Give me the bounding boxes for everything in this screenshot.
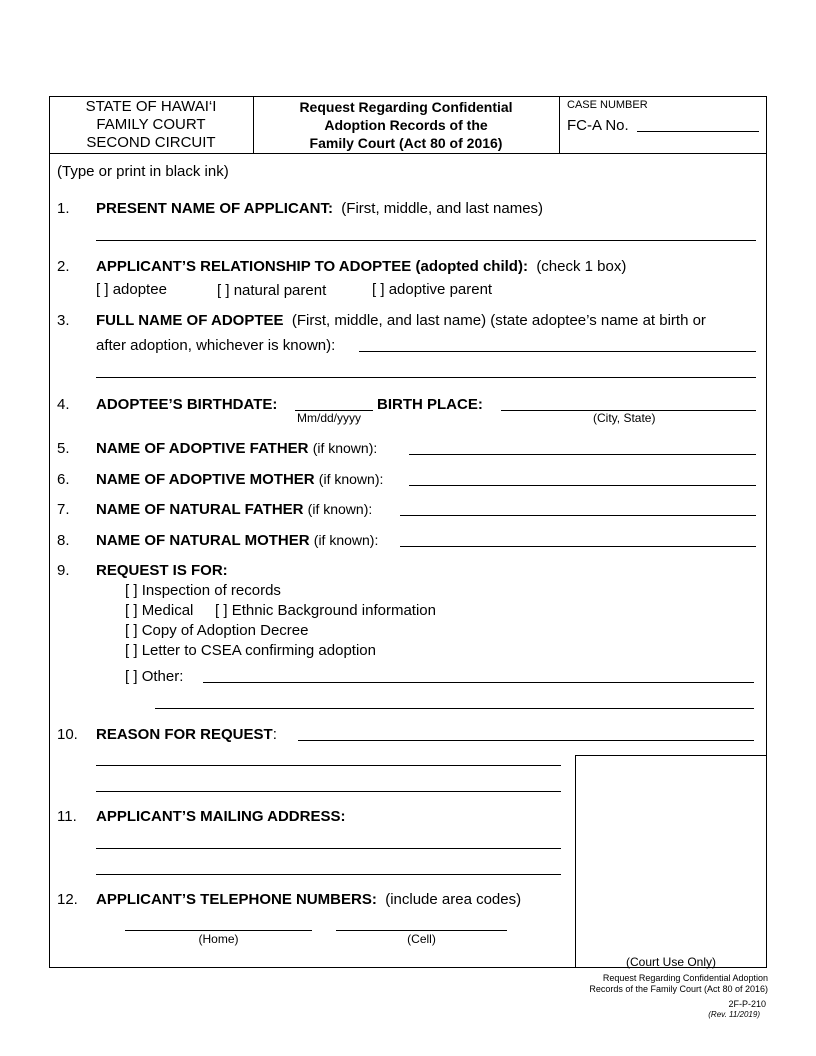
q7-label: NAME OF NATURAL FATHER xyxy=(96,501,304,518)
q7-number: 7. xyxy=(57,501,70,518)
option-medical[interactable] xyxy=(125,602,193,620)
q10-number: 10. xyxy=(57,726,78,743)
option-label: Other: xyxy=(141,668,184,685)
option-label: adoptive parent xyxy=(388,281,493,298)
q7-text xyxy=(96,501,372,519)
case-prefix: FC-A No. xyxy=(567,117,629,134)
address-field-2[interactable] xyxy=(96,874,561,875)
option-inspection[interactable] xyxy=(125,582,281,600)
q5-label: NAME OF ADOPTIVE FATHER xyxy=(96,440,309,457)
natural-father-field[interactable] xyxy=(400,515,756,516)
instructions: (Type or print in black ink) xyxy=(57,163,229,180)
q10-text xyxy=(96,726,277,744)
adoptee-name-field[interactable] xyxy=(359,351,756,352)
natural-mother-field[interactable] xyxy=(400,546,756,547)
q8-number: 8. xyxy=(57,532,70,549)
cell-phone-label: (Cell) xyxy=(407,932,436,946)
q3-text xyxy=(96,312,706,330)
court-use-label: (Court Use Only) xyxy=(625,955,717,969)
footer-rev: (Rev. 11/2019) xyxy=(708,1010,760,1019)
q1-text xyxy=(96,200,543,218)
q10-label: REASON FOR REQUEST xyxy=(96,726,273,743)
address-field[interactable] xyxy=(96,848,561,849)
reason-field-2[interactable] xyxy=(96,765,561,766)
q9-number: 9. xyxy=(57,562,70,579)
form-title-line-3: Family Court (Act 80 of 2016) xyxy=(309,135,503,151)
checkbox[interactable]: [ ] xyxy=(96,281,109,298)
checkbox[interactable]: [ ] xyxy=(125,602,138,619)
checkbox[interactable]: [ ] xyxy=(372,281,385,298)
q2-text xyxy=(96,258,626,276)
form-title-line-2: Adoption Records of the xyxy=(324,117,488,133)
birthdate-hint: Mm/dd/yyyy xyxy=(297,411,362,425)
q9-label: REQUEST IS FOR: xyxy=(96,562,228,579)
footer-title-1: Request Regarding Confidential Adoption xyxy=(602,973,768,983)
q4-number: 4. xyxy=(57,396,70,413)
home-phone-label: (Home) xyxy=(198,932,239,946)
q12-hint: (include area codes) xyxy=(385,891,522,908)
q5-number: 5. xyxy=(57,440,70,457)
option-label: Ethnic Background information xyxy=(231,602,436,619)
option-adoptive-parent[interactable] xyxy=(372,281,492,299)
q3-number: 3. xyxy=(57,312,70,329)
option-label: Inspection of records xyxy=(141,582,281,599)
option-label: Letter to CSEA confirming adoption xyxy=(141,642,376,659)
cell-phone-field[interactable] xyxy=(336,930,507,931)
court-name: FAMILY COURT xyxy=(96,116,206,133)
option-ethnic[interactable] xyxy=(215,602,436,620)
checkbox[interactable]: [ ] xyxy=(217,282,230,299)
checkbox[interactable]: [ ] xyxy=(125,622,138,639)
other-field-2[interactable] xyxy=(155,708,754,709)
court-circuit: SECOND CIRCUIT xyxy=(86,134,216,151)
q2-number: 2. xyxy=(57,258,70,275)
form-title-line-1: Request Regarding Confidential xyxy=(299,99,513,115)
q6-label: NAME OF ADOPTIVE MOTHER xyxy=(96,471,315,488)
birthplace-hint: (City, State) xyxy=(593,411,656,425)
checkbox[interactable]: [ ] xyxy=(125,582,138,599)
q7-hint: (if known): xyxy=(307,501,373,517)
q5-hint: (if known): xyxy=(312,440,378,456)
option-natural-parent[interactable] xyxy=(217,282,326,300)
court-use-top xyxy=(575,755,767,756)
q8-hint: (if known): xyxy=(313,532,379,548)
court-use-left xyxy=(575,755,576,968)
checkbox[interactable]: [ ] xyxy=(125,642,138,659)
q12-number: 12. xyxy=(57,891,78,908)
option-letter-csea[interactable] xyxy=(125,642,376,660)
q8-label: NAME OF NATURAL MOTHER xyxy=(96,532,310,549)
q3-hint: (First, middle, and last name) (state adoptee’s name at birth or xyxy=(291,312,706,329)
case-number-field[interactable] xyxy=(637,131,759,132)
header-divider xyxy=(49,153,767,154)
birthplace-label: BIRTH PLACE: xyxy=(377,396,483,413)
q1-hint: (First, middle, and last names) xyxy=(341,200,544,217)
q11-label: APPLICANT’S MAILING ADDRESS: xyxy=(96,808,346,825)
q3-hint-2: after adoption, whichever is known): xyxy=(96,337,336,354)
reason-field-3[interactable] xyxy=(96,791,561,792)
q6-text xyxy=(96,471,383,489)
court-state: STATE OF HAWAI‘I xyxy=(85,98,217,115)
applicant-name-field[interactable] xyxy=(96,240,756,241)
adoptive-mother-field[interactable] xyxy=(409,485,756,486)
option-label: adoptee xyxy=(112,281,167,298)
adoptive-father-field[interactable] xyxy=(409,454,756,455)
footer-form-id: 2F-P-210 xyxy=(728,999,766,1009)
q12-text xyxy=(96,891,521,909)
home-phone-field[interactable] xyxy=(125,930,312,931)
q2-hint: (check 1 box) xyxy=(536,258,627,275)
option-label: Medical xyxy=(141,602,194,619)
q11-number: 11. xyxy=(57,808,77,825)
case-number-label: CASE NUMBER xyxy=(567,99,648,111)
other-field[interactable] xyxy=(203,682,754,683)
header-col-divider-2 xyxy=(559,96,560,153)
q3-label: FULL NAME OF ADOPTEE xyxy=(96,312,284,329)
q6-number: 6. xyxy=(57,471,70,488)
q12-label: APPLICANT’S TELEPHONE NUMBERS: xyxy=(96,891,377,908)
q1-label: PRESENT NAME OF APPLICANT: xyxy=(96,200,333,217)
q4-label: ADOPTEE’S BIRTHDATE: xyxy=(96,396,278,413)
option-copy-decree[interactable] xyxy=(125,622,308,640)
adoptee-name-field-2[interactable] xyxy=(96,377,756,378)
q8-text xyxy=(96,532,378,550)
option-label: natural parent xyxy=(233,282,327,299)
option-other[interactable] xyxy=(125,668,183,686)
footer-title-2: Records of the Family Court (Act 80 of 2016) xyxy=(589,984,768,994)
q1-number: 1. xyxy=(57,200,70,217)
q5-text xyxy=(96,440,377,458)
reason-field[interactable] xyxy=(298,740,754,741)
q2-label: APPLICANT’S RELATIONSHIP TO ADOPTEE (adopted child): xyxy=(96,258,528,275)
option-adoptee[interactable] xyxy=(96,281,167,299)
checkbox[interactable]: [ ] xyxy=(215,602,228,619)
q6-hint: (if known): xyxy=(318,471,384,487)
q10-colon: : xyxy=(272,726,277,743)
option-label: Copy of Adoption Decree xyxy=(141,622,309,639)
checkbox[interactable]: [ ] xyxy=(125,668,138,685)
